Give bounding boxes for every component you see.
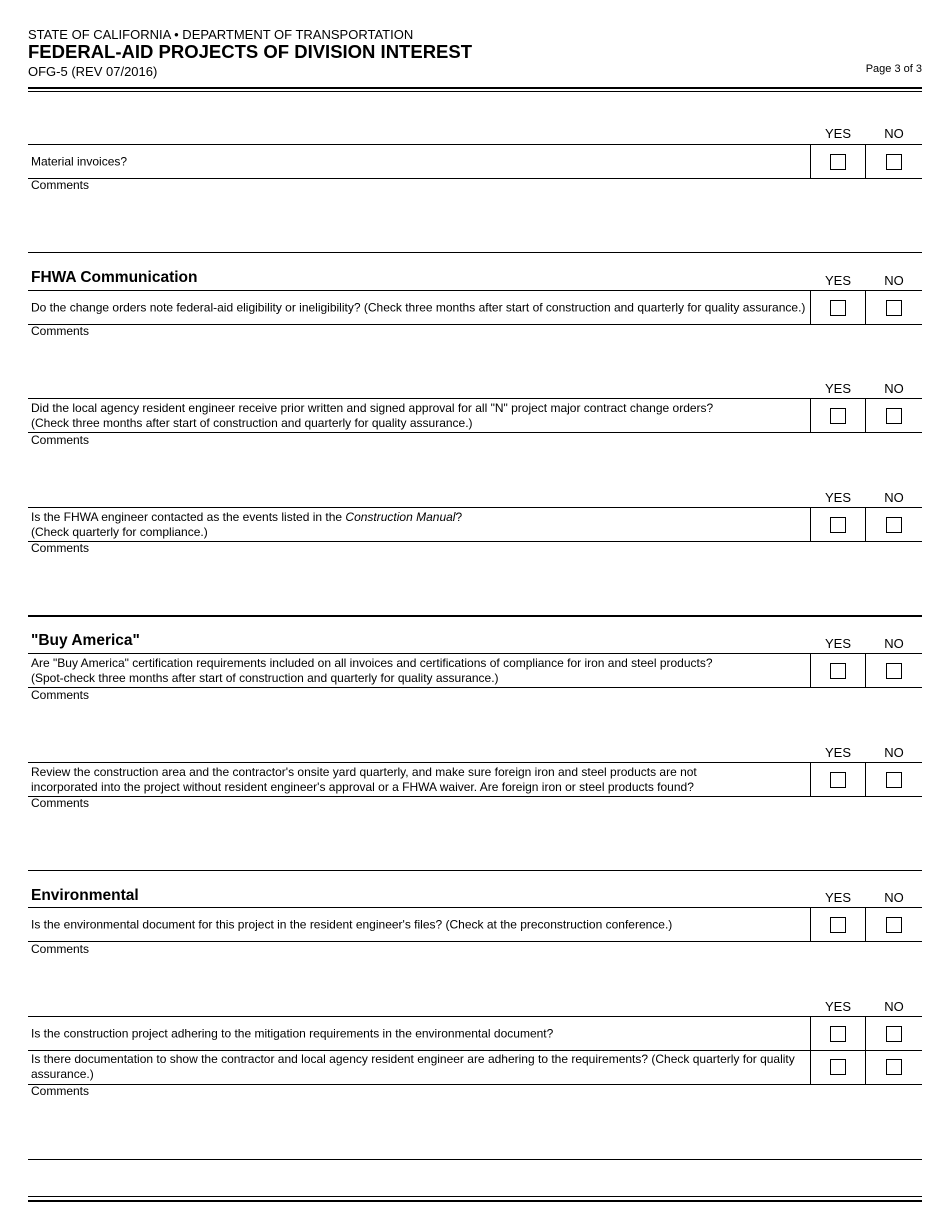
yes-column-header: YES — [824, 381, 851, 396]
yes-column-header: YES — [824, 890, 851, 905]
footer-rule-bottom — [28, 1200, 922, 1202]
column-divider — [865, 145, 866, 178]
no-column-header: NO — [884, 126, 904, 141]
question-text: Is there documentation to show the contractor and local agency resident engineer are adhering to the requirements? (Check quarterly for quality assurance.) — [31, 1052, 795, 1081]
column-divider — [865, 291, 866, 324]
question-line: (Check three months after start of construction and quarterly for quality assurance.) — [31, 415, 473, 430]
no-checkbox[interactable] — [886, 1059, 902, 1075]
section-title-environmental: Environmental — [31, 887, 139, 904]
no-column-header: NO — [884, 890, 904, 905]
question-text — [31, 401, 822, 431]
question-text — [31, 765, 822, 795]
section-divider — [28, 1159, 922, 1160]
question-row-fhwa-2 — [28, 398, 922, 433]
no-checkbox[interactable] — [886, 1026, 902, 1042]
question-text: Is the environmental document for this project in the resident engineer's files? (Check at the preconstruction conference.) — [31, 917, 673, 931]
question-row-env-1 — [28, 907, 922, 942]
no-column-header: NO — [884, 745, 904, 760]
no-checkbox[interactable] — [886, 663, 902, 679]
section-title-fhwa: FHWA Communication — [31, 269, 198, 286]
yes-checkbox[interactable] — [830, 663, 846, 679]
column-divider — [810, 908, 811, 941]
section-divider — [28, 870, 922, 871]
question-line: Did the local agency resident engineer receive prior written and signed approval for all "N" project major contract change orders? — [31, 400, 714, 415]
yes-checkbox[interactable] — [830, 1059, 846, 1075]
column-divider — [810, 1050, 811, 1084]
question-text: Is the construction project adhering to the mitigation requirements in the environmental document? — [31, 1026, 554, 1040]
question-text — [31, 656, 822, 686]
column-divider — [810, 399, 811, 432]
question-row-env-2 — [28, 1016, 922, 1051]
yes-checkbox[interactable] — [830, 917, 846, 933]
header-rule-top — [28, 87, 922, 89]
no-checkbox[interactable] — [886, 408, 902, 424]
no-checkbox[interactable] — [886, 154, 902, 170]
column-divider — [810, 763, 811, 796]
comments-label: Comments — [31, 688, 90, 702]
question-row-env-3 — [28, 1050, 922, 1085]
no-checkbox[interactable] — [886, 772, 902, 788]
no-column-header: NO — [884, 999, 904, 1014]
yes-checkbox[interactable] — [830, 772, 846, 788]
yes-column-header: YES — [824, 636, 851, 651]
question-row-material-invoices — [28, 144, 922, 179]
column-divider — [865, 399, 866, 432]
yes-column-header: YES — [824, 490, 851, 505]
comments-label: Comments — [31, 796, 90, 810]
section-divider — [28, 252, 922, 253]
no-column-header: NO — [884, 636, 904, 651]
no-column-header: NO — [884, 273, 904, 288]
column-divider — [810, 145, 811, 178]
yes-column-header: YES — [824, 999, 851, 1014]
question-text: Material invoices? — [31, 154, 128, 168]
comments-label: Comments — [31, 433, 90, 447]
question-line: (Check quarterly for compliance.) — [31, 524, 208, 539]
question-text-part: Is the FHWA engineer contacted as the events listed in the — [31, 509, 346, 524]
form-title: FEDERAL-AID PROJECTS OF DIVISION INTEREST — [28, 41, 473, 62]
column-divider — [865, 763, 866, 796]
footer-rule-top — [28, 1196, 922, 1197]
question-text-part: ? — [455, 509, 463, 524]
section-title-buy-america: "Buy America" — [31, 632, 140, 649]
column-divider — [810, 654, 811, 687]
yes-checkbox[interactable] — [830, 517, 846, 533]
comments-label: Comments — [31, 1084, 90, 1098]
column-divider — [865, 908, 866, 941]
question-text: Do the change orders note federal-aid eligibility or ineligibility? (Check three months after start of construction and quarterly for quality assurance.) — [31, 300, 806, 314]
column-divider — [865, 1017, 866, 1050]
page-number: Page 3 of 3 — [865, 63, 922, 75]
question-row-buy-2 — [28, 762, 922, 797]
question-line: Review the construction area and the contractor's onsite yard quarterly, and make sure foreign iron and steel products are not — [31, 764, 697, 779]
yes-checkbox[interactable] — [830, 300, 846, 316]
question-line: Are "Buy America" certification requirements included on all invoices and certifications of compliance for iron and steel products? — [31, 655, 713, 670]
question-row-fhwa-3 — [28, 507, 922, 542]
no-column-header: NO — [884, 490, 904, 505]
column-divider — [810, 291, 811, 324]
yes-column-header: YES — [824, 745, 851, 760]
question-line: incorporated into the project without resident engineer's approval or a FHWA waiver. Are foreign iron or steel products found? — [31, 779, 694, 794]
no-checkbox[interactable] — [886, 917, 902, 933]
column-divider — [865, 1050, 866, 1084]
header-rule-bottom — [28, 91, 922, 92]
question-row-fhwa-1 — [28, 290, 922, 325]
form-number: OFG-5 (REV 07/2016) — [28, 64, 158, 79]
column-divider — [810, 508, 811, 541]
question-line: (Spot-check three months after start of construction and quarterly for quality assurance.) — [31, 670, 499, 685]
column-divider — [865, 654, 866, 687]
column-divider — [810, 1017, 811, 1050]
no-checkbox[interactable] — [886, 517, 902, 533]
yes-checkbox[interactable] — [830, 154, 846, 170]
column-divider — [865, 508, 866, 541]
section-divider — [28, 615, 922, 617]
question-text — [31, 510, 822, 540]
yes-column-header: YES — [824, 126, 851, 141]
form-agency: STATE OF CALIFORNIA • DEPARTMENT OF TRANSPORTATION — [28, 27, 414, 42]
yes-checkbox[interactable] — [830, 1026, 846, 1042]
comments-label: Comments — [31, 942, 90, 956]
question-line — [31, 510, 822, 525]
yes-checkbox[interactable] — [830, 408, 846, 424]
comments-label: Comments — [31, 541, 90, 555]
question-row-buy-1 — [28, 653, 922, 688]
manual-title: Construction Manual — [345, 509, 456, 524]
no-checkbox[interactable] — [886, 300, 902, 316]
yes-column-header: YES — [824, 273, 851, 288]
no-column-header: NO — [884, 381, 904, 396]
comments-label: Comments — [31, 178, 90, 192]
comments-label: Comments — [31, 324, 90, 338]
